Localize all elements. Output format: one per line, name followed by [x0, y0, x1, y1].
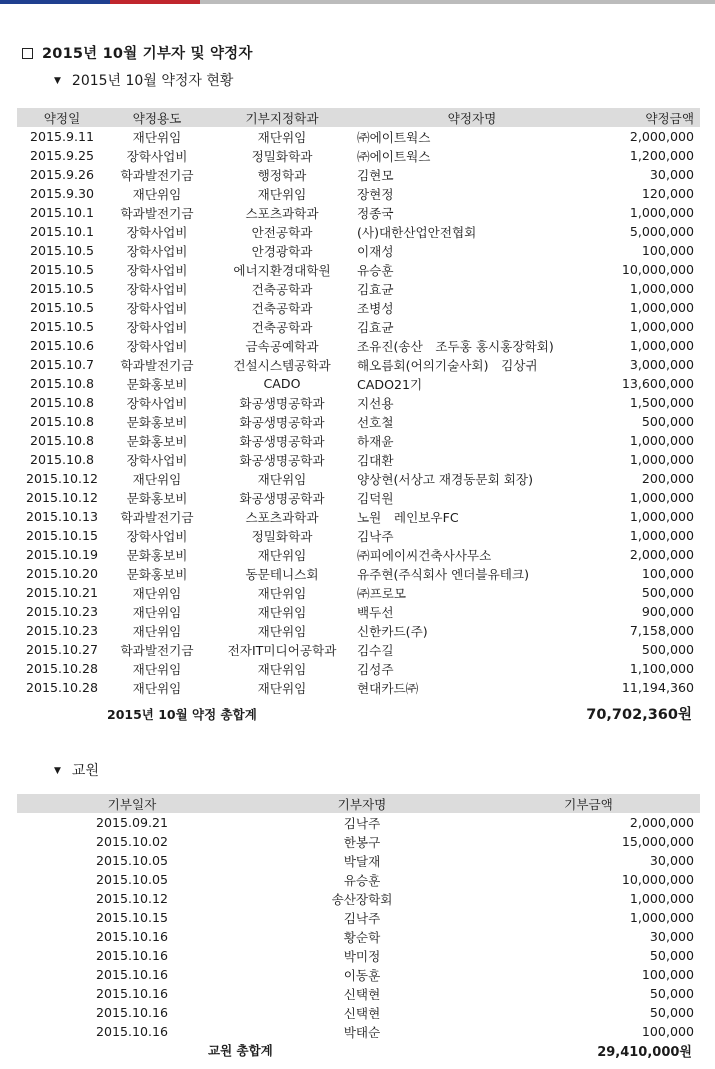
- cell-purpose: 학과발전기금: [120, 510, 194, 525]
- cell-amount: 3,000,000: [629, 357, 694, 372]
- table-row: [17, 889, 700, 908]
- cell-date: 2015.9.30: [29, 186, 95, 201]
- cell-date: 2015.10.05: [95, 872, 169, 887]
- table-row: [17, 469, 700, 488]
- cell-amount: 1,000,000: [629, 490, 694, 505]
- cell-department: 화공생명공학과: [239, 434, 325, 449]
- cell-date: 2015.10.15: [95, 910, 169, 925]
- cell-department: 건설시스템공학과: [233, 358, 331, 373]
- cell-date: 2015.10.27: [25, 642, 99, 657]
- table-row: [17, 203, 700, 222]
- cell-amount: 1,000,000: [629, 910, 694, 925]
- cell-purpose: 문화홍보비: [126, 377, 188, 392]
- table-row: [17, 545, 700, 564]
- cell-date: 2015.10.5: [29, 243, 95, 258]
- cell-date: 2015.10.7: [29, 357, 95, 372]
- table-row: [17, 355, 700, 374]
- cell-pledger: ㈜피에이씨건축사사무소: [357, 548, 492, 563]
- cell-pledger: 김효균: [357, 282, 394, 297]
- cell-purpose: 장학사업비: [126, 244, 188, 259]
- cell-department: 재단위임: [257, 187, 307, 202]
- cell-donor: 유승훈: [343, 873, 381, 888]
- cell-department: 안전공학과: [251, 225, 313, 240]
- cell-purpose: 장학사업비: [126, 396, 188, 411]
- cell-amount: 50,000: [649, 1005, 694, 1020]
- cell-pledger: 하재윤: [357, 434, 394, 449]
- cell-date: 2015.10.19: [25, 547, 99, 562]
- cell-amount: 1,000,000: [629, 205, 694, 220]
- cell-pledger: 김낙주: [357, 529, 394, 544]
- cell-amount: 200,000: [641, 471, 694, 486]
- pledge-table: [17, 108, 700, 697]
- cell-department: 재단위임: [257, 624, 307, 639]
- table-row: [17, 984, 700, 1003]
- table-row: [17, 222, 700, 241]
- cell-date: 2015.10.12: [25, 490, 99, 505]
- cell-purpose: 학과발전기금: [120, 358, 194, 373]
- cell-amount: 50,000: [649, 986, 694, 1001]
- cell-date: 2015.10.23: [25, 623, 99, 638]
- cell-donor: 한봉구: [343, 835, 381, 850]
- cell-pledger: 유승훈: [357, 263, 394, 278]
- cell-purpose: 학과발전기금: [120, 206, 194, 221]
- cell-amount: 2,000,000: [629, 129, 694, 144]
- table-row: [17, 678, 700, 697]
- table-row: [17, 602, 700, 621]
- cell-pledger: (사)대한산업안전협회: [357, 225, 477, 240]
- cell-amount: 2,000,000: [629, 547, 694, 562]
- cell-date: 2015.10.16: [95, 1005, 169, 1020]
- faculty-col-amount: 기부금액: [477, 794, 700, 813]
- cell-date: 2015.10.6: [29, 338, 95, 353]
- triangle-bullet-icon: ▼: [54, 766, 61, 776]
- table-row: [17, 640, 700, 659]
- cell-amount: 900,000: [641, 604, 694, 619]
- cell-department: 재단위임: [257, 548, 307, 563]
- cell-date: 2015.9.25: [29, 148, 95, 163]
- cell-donor: 김낙주: [343, 816, 381, 831]
- table-row: [17, 393, 700, 412]
- cell-date: 2015.10.05: [95, 853, 169, 868]
- pledge-col-pledger: 약정자명: [357, 108, 587, 127]
- cell-amount: 100,000: [641, 243, 694, 258]
- cell-amount: 1,000,000: [629, 338, 694, 353]
- cell-purpose: 장학사업비: [126, 339, 188, 354]
- cell-department: 건축공학과: [251, 320, 313, 335]
- cell-date: 2015.10.15: [25, 528, 99, 543]
- table-row: [17, 488, 700, 507]
- cell-date: 2015.10.1: [29, 224, 95, 239]
- cell-department: 행정학과: [257, 168, 307, 183]
- cell-pledger: ㈜에이트웍스: [357, 130, 431, 145]
- cell-amount: 30,000: [649, 853, 694, 868]
- cell-purpose: 재단위임: [132, 187, 182, 202]
- cell-amount: 120,000: [641, 186, 694, 201]
- pledge-total-value: 70,702,360원: [586, 707, 692, 723]
- cell-pledger: 정종국: [357, 206, 394, 221]
- faculty-section-heading: [54, 760, 99, 780]
- cell-purpose: 장학사업비: [126, 149, 188, 164]
- cell-pledger: 김수길: [357, 643, 394, 658]
- cell-amount: 1,000,000: [629, 300, 694, 315]
- cell-purpose: 문화홍보비: [126, 567, 188, 582]
- cell-department: 재단위임: [257, 681, 307, 696]
- table-row: [17, 279, 700, 298]
- cell-purpose: 문화홍보비: [126, 548, 188, 563]
- cell-donor: 김낙주: [343, 911, 381, 926]
- cell-department: 재단위임: [257, 662, 307, 677]
- table-row: [17, 832, 700, 851]
- cell-date: 2015.9.11: [29, 129, 95, 144]
- cell-department: 화공생명공학과: [239, 415, 325, 430]
- cell-amount: 13,600,000: [621, 376, 694, 391]
- cell-department: 건축공학과: [251, 282, 313, 297]
- cell-pledger: 유주현(주식회사 엔더블유테크): [357, 567, 529, 582]
- cell-pledger: 선호철: [357, 415, 394, 430]
- table-row: [17, 431, 700, 450]
- cell-pledger: 신한카드(주): [357, 624, 428, 639]
- cell-department: 재단위임: [257, 472, 307, 487]
- cell-pledger: 양상현(서상고 재경동문회 회장): [357, 472, 533, 487]
- cell-date: 2015.10.8: [29, 414, 95, 429]
- cell-date: 2015.10.16: [95, 986, 169, 1001]
- cell-department: 스포츠과학과: [245, 510, 319, 525]
- cell-amount: 100,000: [641, 566, 694, 581]
- cell-amount: 15,000,000: [621, 834, 694, 849]
- table-row: [17, 851, 700, 870]
- page-title-block: [22, 42, 253, 63]
- cell-department: 동문테니스회: [245, 567, 319, 582]
- cell-date: 2015.10.16: [95, 967, 169, 982]
- cell-amount: 1,500,000: [629, 395, 694, 410]
- cell-department: 재단위임: [257, 586, 307, 601]
- pledge-section-heading: [54, 70, 233, 90]
- cell-donor: 이동훈: [343, 968, 381, 983]
- cell-pledger: 이재성: [357, 244, 394, 259]
- cell-pledger: 현대카드㈜: [357, 681, 419, 696]
- cell-pledger: 해오름회(어의기술사회) 김상귀: [357, 358, 538, 373]
- pledge-total-label: 2015년 10월 약정 총합계: [107, 707, 257, 722]
- cell-date: 2015.9.26: [29, 167, 95, 182]
- cell-date: 2015.10.8: [29, 433, 95, 448]
- cell-pledger: 김효균: [357, 320, 394, 335]
- cell-amount: 7,158,000: [629, 623, 694, 638]
- cell-department: 에너지환경대학원: [233, 263, 331, 278]
- cell-amount: 1,000,000: [629, 528, 694, 543]
- top-bar-gray: [200, 0, 715, 4]
- table-row: [17, 908, 700, 927]
- cell-purpose: 재단위임: [132, 681, 182, 696]
- cell-date: 2015.10.8: [29, 395, 95, 410]
- cell-date: 2015.10.20: [25, 566, 99, 581]
- table-row: [17, 526, 700, 545]
- cell-date: 2015.10.28: [25, 661, 99, 676]
- cell-purpose: 학과발전기금: [120, 168, 194, 183]
- pledge-col-department: 기부지정학과: [207, 108, 357, 127]
- cell-amount: 30,000: [649, 929, 694, 944]
- cell-pledger: 김덕원: [357, 491, 394, 506]
- cell-amount: 500,000: [641, 585, 694, 600]
- cell-purpose: 장학사업비: [126, 225, 188, 240]
- cell-donor: 박미정: [343, 949, 381, 964]
- cell-date: 2015.10.23: [25, 604, 99, 619]
- pledge-col-amount: 약정금액: [587, 108, 700, 127]
- top-color-bar: [0, 0, 715, 4]
- cell-department: 금속공예학과: [245, 339, 319, 354]
- cell-department: 화공생명공학과: [239, 491, 325, 506]
- cell-purpose: 재단위임: [132, 586, 182, 601]
- cell-date: 2015.10.02: [95, 834, 169, 849]
- table-row: [17, 374, 700, 393]
- table-row: [17, 583, 700, 602]
- cell-date: 2015.10.12: [25, 471, 99, 486]
- cell-pledger: 김성주: [357, 662, 394, 677]
- cell-pledger: ㈜에이트웍스: [357, 149, 431, 164]
- cell-amount: 10,000,000: [621, 262, 694, 277]
- cell-date: 2015.10.12: [95, 891, 169, 906]
- faculty-total-label: 교원 총합계: [208, 1043, 273, 1058]
- table-row: [17, 412, 700, 431]
- cell-purpose: 재단위임: [132, 662, 182, 677]
- table-row: [17, 184, 700, 203]
- cell-department: 정밀화학과: [251, 149, 313, 164]
- page-title: 2015년 10월 기부자 및 약정자: [42, 46, 253, 62]
- square-bullet-icon: [22, 48, 33, 59]
- cell-date: 2015.10.1: [29, 205, 95, 220]
- cell-pledger: CADO21기: [357, 377, 423, 392]
- cell-donor: 신택현: [343, 987, 381, 1002]
- table-row: [17, 870, 700, 889]
- cell-amount: 30,000: [649, 167, 694, 182]
- cell-date: 2015.10.5: [29, 262, 95, 277]
- cell-date: 2015.10.13: [25, 509, 99, 524]
- cell-date: 2015.10.16: [95, 1024, 169, 1039]
- cell-department: 화공생명공학과: [239, 396, 325, 411]
- cell-date: 2015.10.21: [25, 585, 99, 600]
- cell-amount: 1,000,000: [629, 891, 694, 906]
- cell-donor: 신택현: [343, 1006, 381, 1021]
- cell-pledger: 김대환: [357, 453, 394, 468]
- cell-purpose: 장학사업비: [126, 301, 188, 316]
- cell-amount: 500,000: [641, 414, 694, 429]
- cell-department: 정밀화학과: [251, 529, 313, 544]
- cell-purpose: 학과발전기금: [120, 643, 194, 658]
- cell-amount: 1,000,000: [629, 452, 694, 467]
- table-row: [17, 659, 700, 678]
- cell-amount: 1,200,000: [629, 148, 694, 163]
- cell-amount: 1,000,000: [629, 433, 694, 448]
- cell-purpose: 재단위임: [132, 624, 182, 639]
- pledge-col-date: 약정일: [17, 108, 107, 127]
- table-row: [17, 450, 700, 469]
- faculty-col-donor: 기부자명: [247, 794, 477, 813]
- cell-purpose: 문화홍보비: [126, 434, 188, 449]
- table-row: [17, 298, 700, 317]
- cell-department: 화공생명공학과: [239, 453, 325, 468]
- cell-pledger: 김현모: [357, 168, 394, 183]
- cell-amount: 1,100,000: [629, 661, 694, 676]
- pledge-section-title: 2015년 10월 약정자 현황: [71, 73, 234, 89]
- cell-pledger: 지선용: [357, 396, 394, 411]
- cell-department: 건축공학과: [251, 301, 313, 316]
- faculty-table: [17, 794, 700, 1041]
- cell-donor: 송산장학회: [331, 892, 393, 907]
- cell-donor: 박달재: [343, 854, 381, 869]
- cell-purpose: 재단위임: [132, 472, 182, 487]
- pledge-col-purpose: 약정용도: [107, 108, 207, 127]
- cell-purpose: 장학사업비: [126, 529, 188, 544]
- cell-pledger: 조유진(송산 조두홍 홍시홍장학회): [357, 339, 554, 354]
- table-row: [17, 317, 700, 336]
- cell-pledger: 백두선: [357, 605, 394, 620]
- cell-purpose: 장학사업비: [126, 282, 188, 297]
- cell-amount: 11,194,360: [621, 680, 694, 695]
- cell-department: 스포츠과학과: [245, 206, 319, 221]
- top-bar-red: [110, 0, 200, 4]
- cell-pledger: 조병성: [357, 301, 394, 316]
- cell-date: 2015.10.8: [29, 452, 95, 467]
- cell-department: 안경광학과: [251, 244, 313, 259]
- cell-donor: 황순학: [343, 930, 381, 945]
- table-row: [17, 165, 700, 184]
- cell-purpose: 문화홍보비: [126, 415, 188, 430]
- table-row: [17, 564, 700, 583]
- cell-amount: 100,000: [641, 967, 694, 982]
- table-row: [17, 813, 700, 832]
- cell-department: 전자IT미디어공학과: [227, 643, 337, 658]
- cell-date: 2015.10.16: [95, 929, 169, 944]
- cell-amount: 500,000: [641, 642, 694, 657]
- cell-date: 2015.10.28: [25, 680, 99, 695]
- cell-purpose: 재단위임: [132, 605, 182, 620]
- cell-amount: 10,000,000: [621, 872, 694, 887]
- table-row: [17, 507, 700, 526]
- cell-amount: 1,000,000: [629, 281, 694, 296]
- cell-amount: 2,000,000: [629, 815, 694, 830]
- top-bar-blue: [0, 0, 110, 4]
- cell-amount: 1,000,000: [629, 319, 694, 334]
- cell-date: 2015.10.5: [29, 300, 95, 315]
- cell-department: 재단위임: [257, 130, 307, 145]
- table-row: [17, 965, 700, 984]
- cell-pledger: ㈜프로모: [357, 586, 407, 601]
- cell-purpose: 장학사업비: [126, 320, 188, 335]
- cell-date: 2015.10.5: [29, 319, 95, 334]
- faculty-total-value: 29,410,000원: [597, 1045, 692, 1060]
- cell-amount: 100,000: [641, 1024, 694, 1039]
- table-row: [17, 1022, 700, 1041]
- cell-date: 2015.10.16: [95, 948, 169, 963]
- cell-amount: 1,000,000: [629, 509, 694, 524]
- cell-purpose: 재단위임: [132, 130, 182, 145]
- table-row: [17, 146, 700, 165]
- table-row: [17, 260, 700, 279]
- cell-donor: 박태순: [343, 1025, 381, 1040]
- cell-date: 2015.10.8: [29, 376, 95, 391]
- faculty-table-header: [17, 794, 700, 813]
- table-row: [17, 946, 700, 965]
- faculty-section-title: 교원: [71, 763, 99, 779]
- cell-department: CADO: [263, 376, 301, 391]
- cell-department: 재단위임: [257, 605, 307, 620]
- cell-pledger: 장현정: [357, 187, 394, 202]
- table-row: [17, 336, 700, 355]
- table-row: [17, 621, 700, 640]
- table-row: [17, 127, 700, 146]
- table-row: [17, 241, 700, 260]
- cell-date: 2015.10.5: [29, 281, 95, 296]
- cell-purpose: 장학사업비: [126, 453, 188, 468]
- pledge-table-header: [17, 108, 700, 127]
- table-row: [17, 1003, 700, 1022]
- cell-pledger: 노원 레인보우FC: [357, 510, 459, 525]
- triangle-bullet-icon: ▼: [54, 76, 61, 86]
- cell-purpose: 장학사업비: [126, 263, 188, 278]
- cell-amount: 50,000: [649, 948, 694, 963]
- cell-amount: 5,000,000: [629, 224, 694, 239]
- faculty-col-date: 기부일자: [17, 794, 247, 813]
- cell-purpose: 문화홍보비: [126, 491, 188, 506]
- cell-date: 2015.09.21: [95, 815, 169, 830]
- table-row: [17, 927, 700, 946]
